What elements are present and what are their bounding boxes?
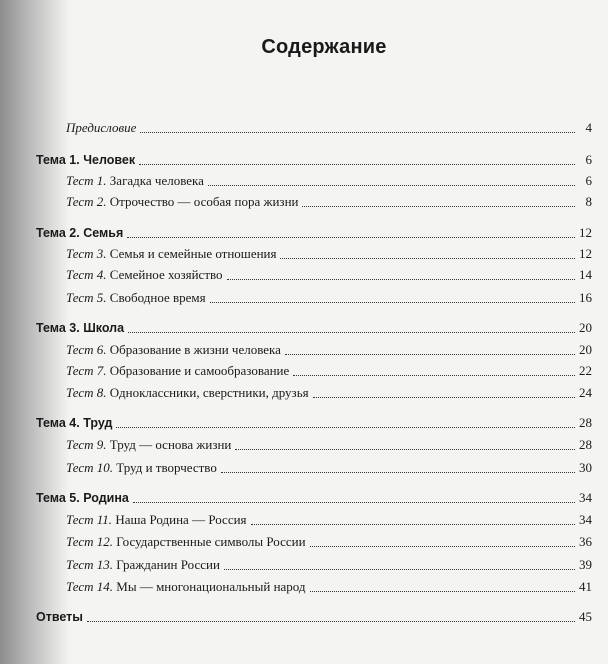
theme-label: Тема 2. Семья	[36, 226, 124, 240]
toc-test-7	[36, 359, 592, 379]
test-prefix: Тест 13.	[66, 557, 114, 572]
leader-dots	[127, 237, 575, 238]
leader-dots	[87, 621, 575, 622]
test-title: Образование в жизни человека	[109, 342, 281, 357]
test-prefix: Тест 2.	[66, 194, 107, 209]
toc-entry-intro	[36, 116, 592, 136]
theme-label: Тема 5. Родина	[36, 491, 129, 505]
leader-dots	[139, 164, 575, 165]
theme-label: Тема 1. Человек	[36, 153, 136, 167]
toc-page-number: 34	[579, 490, 592, 505]
toc-page-number: 12	[579, 225, 592, 240]
toc-page-number: 24	[579, 385, 592, 400]
test-title: Образование и самообразование	[109, 363, 290, 378]
theme-label: Тема 3. Школа	[36, 321, 125, 335]
test-prefix: Тест 3.	[66, 246, 107, 261]
toc-test-11	[36, 508, 592, 528]
test-prefix: Тест 10.	[66, 460, 114, 475]
toc-page-number: 28	[579, 415, 592, 430]
toc-test-2	[36, 190, 592, 210]
toc-test-3	[36, 242, 592, 262]
test-prefix: Тест 7.	[66, 363, 107, 378]
toc-test-14	[36, 575, 592, 595]
toc-test-13	[36, 553, 592, 573]
test-title: Загадка человека	[109, 173, 204, 188]
test-prefix: Тест 4.	[66, 267, 107, 282]
leader-dots	[302, 206, 575, 207]
leader-dots	[310, 546, 575, 547]
toc-page-number: 22	[579, 363, 592, 378]
toc-page-number: 4	[585, 120, 592, 135]
leader-dots	[280, 258, 575, 259]
toc-test-6	[36, 338, 592, 358]
leader-dots	[224, 569, 575, 570]
test-title: Одноклассники, сверстники, друзья	[109, 385, 309, 400]
test-prefix: Тест 12.	[66, 534, 114, 549]
toc-page-number: 20	[579, 320, 592, 335]
toc-page-number: 36	[579, 534, 592, 549]
toc-entry-label: Предисловие	[66, 120, 137, 135]
leader-dots	[116, 427, 575, 428]
toc-page-number: 34	[579, 512, 592, 527]
leader-dots	[310, 591, 575, 592]
toc-page-number: 16	[579, 290, 592, 305]
toc-page-number: 14	[579, 267, 592, 282]
leader-dots	[208, 185, 575, 186]
answers-label: Ответы	[36, 610, 83, 624]
toc-test-4	[36, 263, 592, 283]
toc-page-number: 45	[579, 609, 592, 624]
toc-page-number: 28	[579, 437, 592, 452]
test-title: Семейное хозяйство	[109, 267, 223, 282]
toc-test-10	[36, 456, 592, 476]
toc-test-9	[36, 433, 592, 453]
toc-test-1	[36, 169, 592, 189]
toc-test-8	[36, 381, 592, 401]
leader-dots	[313, 397, 575, 398]
test-prefix: Тест 5.	[66, 290, 107, 305]
leader-dots	[133, 502, 575, 503]
toc-page-number: 6	[585, 152, 592, 167]
toc-entry-answers	[36, 605, 592, 625]
toc-theme-2	[36, 221, 592, 241]
toc-test-12	[36, 530, 592, 550]
test-title: Семья и семейные отношения	[109, 246, 277, 261]
test-title: Государственные символы России	[116, 534, 306, 549]
leader-dots	[210, 302, 575, 303]
toc-page-number: 41	[579, 579, 592, 594]
toc-theme-3	[36, 316, 592, 336]
toc-page-number: 6	[585, 173, 592, 188]
test-prefix: Тест 8.	[66, 385, 107, 400]
toc-test-5	[36, 286, 592, 306]
leader-dots	[140, 132, 575, 133]
test-title: Мы — многонациональный народ	[116, 579, 306, 594]
toc-page-number: 12	[579, 246, 592, 261]
toc-page-number: 8	[585, 194, 592, 209]
toc-page-number: 30	[579, 460, 592, 475]
test-title: Свободное время	[109, 290, 206, 305]
test-title: Отрочество — особая пора жизни	[109, 194, 299, 209]
leader-dots	[235, 449, 575, 450]
test-prefix: Тест 6.	[66, 342, 107, 357]
theme-label: Тема 4. Труд	[36, 416, 113, 430]
toc-theme-4	[36, 411, 592, 431]
leader-dots	[227, 279, 575, 280]
test-prefix: Тест 1.	[66, 173, 107, 188]
toc-page-number: 20	[579, 342, 592, 357]
leader-dots	[128, 332, 575, 333]
test-prefix: Тест 9.	[66, 437, 107, 452]
toc-theme-1	[36, 148, 592, 168]
page-title: Содержание	[261, 36, 387, 58]
test-title: Наша Родина — Россия	[115, 512, 247, 527]
leader-dots	[251, 524, 575, 525]
leader-dots	[285, 354, 575, 355]
test-title: Труд — основа жизни	[109, 437, 232, 452]
leader-dots	[293, 375, 575, 376]
toc-theme-5	[36, 486, 592, 506]
test-prefix: Тест 14.	[66, 579, 114, 594]
leader-dots	[221, 472, 575, 473]
test-title: Труд и творчество	[116, 460, 217, 475]
toc-page-number: 39	[579, 557, 592, 572]
test-title: Гражданин России	[116, 557, 220, 572]
test-prefix: Тест 11.	[66, 512, 113, 527]
